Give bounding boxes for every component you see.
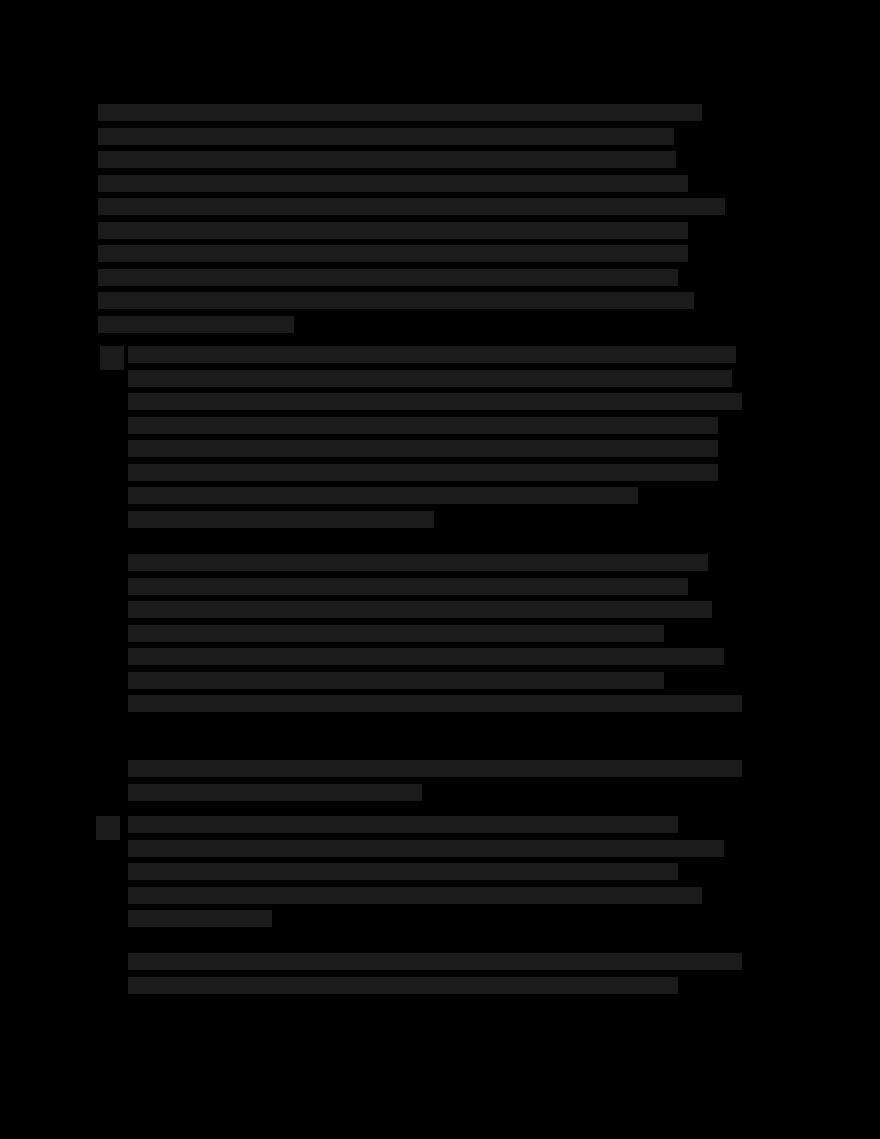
list-item-1-paragraph-line	[128, 487, 638, 504]
list-item-1-paragraph-line	[128, 370, 732, 387]
list-item-1-paragraph-line	[128, 601, 712, 618]
list-item-marker	[96, 816, 120, 840]
intro-paragraph-line	[98, 222, 688, 239]
list-item-1-paragraph-line	[128, 578, 688, 595]
list-item-2-paragraph-line	[128, 840, 724, 857]
intro-paragraph-line	[98, 175, 688, 192]
list-item-2-paragraph-line	[128, 863, 678, 880]
list-item-1-paragraph-line	[128, 417, 718, 434]
intro-paragraph-line	[98, 128, 674, 145]
intro-paragraph-line	[98, 245, 688, 262]
list-item-1-paragraph-line	[128, 346, 736, 363]
list-item-1-paragraph-line	[128, 440, 718, 457]
list-item-1-paragraph-line	[128, 554, 708, 571]
list-item-1-paragraph-line	[128, 464, 718, 481]
list-item-1-paragraph-line	[128, 695, 742, 712]
list-item-1-paragraph-line	[128, 625, 664, 642]
intro-paragraph-line	[98, 316, 294, 333]
list-item-1-paragraph-line	[128, 393, 742, 410]
intro-paragraph-line	[98, 198, 725, 215]
list-item-1-paragraph-line	[128, 760, 742, 777]
intro-paragraph-line	[98, 292, 694, 309]
intro-paragraph-line	[98, 151, 676, 168]
list-item-1-paragraph-line	[128, 511, 434, 528]
list-item-2-paragraph-line	[128, 977, 678, 994]
list-item-1-paragraph-line	[128, 672, 664, 689]
list-item-marker	[100, 346, 124, 370]
list-item-2-paragraph-line	[128, 887, 702, 904]
list-item-1-paragraph-line	[128, 784, 422, 801]
list-item-2-paragraph-line	[128, 953, 742, 970]
list-item-1-paragraph-line	[128, 648, 724, 665]
list-item-2-paragraph-line	[128, 910, 272, 927]
intro-paragraph-line	[98, 104, 702, 121]
list-item-2-paragraph-line	[128, 816, 678, 833]
intro-paragraph-line	[98, 269, 678, 286]
